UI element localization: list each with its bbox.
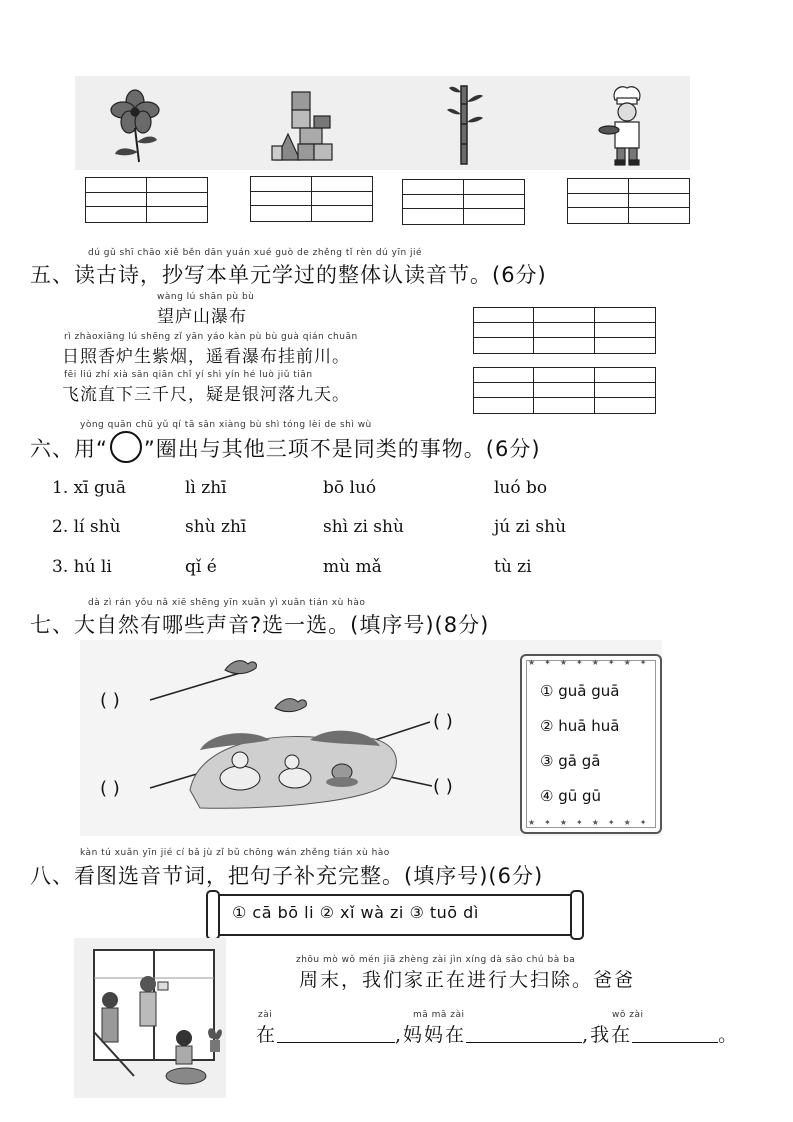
list-item[interactable]: shù zhī (185, 517, 247, 537)
list-item[interactable]: shì zi shù (323, 517, 404, 537)
blocks-icon (270, 84, 340, 164)
poem-title: 望庐山瀑布 (157, 307, 247, 327)
chef-icon (597, 84, 657, 168)
cleaning-family-picture (74, 938, 226, 1098)
scroll-end-icon (570, 890, 584, 940)
list-item[interactable]: qǐ é (185, 557, 217, 577)
list-item[interactable]: jú zi shù (494, 517, 567, 537)
sentence2-pinyin-1: zài (258, 1010, 273, 1020)
list-item[interactable]: mù mǎ (323, 557, 382, 577)
section8-pinyin: kàn tú xuǎn yīn jié cí bǎ jù zǐ bǔ chōng wán zhěng tián xù hào (80, 848, 390, 858)
section7-pinyin: dà zì rán yǒu nǎ xiē shēng yīn xuǎn yì xuǎn tián xù hào (88, 598, 366, 608)
list-item[interactable]: 2. lí shù (52, 517, 121, 537)
writing-grid[interactable] (473, 367, 656, 414)
sentence1-pinyin: zhōu mò wǒ mén jiā zhèng zài jìn xíng dà sǎo chú bà ba (296, 955, 576, 965)
poem-line2: 飞流直下三千尺，疑是银河落九天。 (62, 385, 350, 405)
list-item[interactable]: tù zi (494, 557, 532, 577)
section8-heading: 八、看图选音节词，把句子补充完整。(填序号)(6分) (30, 864, 544, 888)
answer-blank[interactable] (632, 1026, 718, 1043)
option-item: ③ gā gā (540, 752, 601, 770)
list-item[interactable]: lì zhī (185, 478, 227, 498)
scroll-end-icon (206, 890, 220, 940)
answer-blank[interactable]: ( ) (433, 776, 453, 797)
option-item: ② huā huā (540, 717, 620, 735)
sentence2-pinyin-3: wǒ zài (612, 1010, 644, 1020)
picture-strip (75, 76, 690, 170)
word-choices-scroll (212, 894, 578, 936)
section6-heading: 六、用“ ”圈出与其他三项不是同类的事物。(6分) (30, 431, 541, 463)
option-item: ① guā guā (540, 682, 620, 700)
writing-grid[interactable] (473, 307, 656, 354)
list-item[interactable]: 3. hú li (52, 557, 112, 577)
writing-grid[interactable] (250, 176, 373, 222)
section6-pinyin: yòng quān chū yǔ qí tā sān xiàng bù shì tóng lèi de shì wù (80, 420, 372, 430)
writing-grid[interactable] (402, 179, 525, 225)
section5-pinyin: dú gǔ shī chāo xiě běn dān yuán xué guò de zhěng tǐ rèn dú yīn jié (88, 248, 423, 258)
answer-blank[interactable]: ( ) (100, 690, 120, 711)
answer-blank[interactable] (277, 1026, 395, 1043)
poem-title-pinyin: wàng lú shān pù bù (157, 292, 255, 302)
star-border-icon: ★✦★✦★✦★✦ (528, 818, 656, 827)
flower-icon (105, 84, 165, 164)
list-item[interactable]: bō luó (323, 478, 377, 498)
writing-grid[interactable] (85, 177, 208, 223)
writing-grid[interactable] (567, 178, 690, 224)
poem-line1-pinyin: rì zhàoxiāng lú shēng zǐ yān yáo kàn pù bù guà qián chuān (64, 332, 358, 342)
list-item[interactable]: luó bo (494, 478, 548, 498)
section5-heading: 五、读古诗，抄写本单元学过的整体认读音节。(6分) (30, 263, 547, 287)
bamboo-icon (445, 84, 485, 166)
section7-heading: 七、大自然有哪些声音?选一选。(填序号)(8分) (30, 613, 490, 637)
answer-blank[interactable] (466, 1026, 582, 1043)
star-border-icon: ★✦★✦★✦★✦ (528, 658, 656, 667)
word-choices: ① cā bō li ② xǐ wà zi ③ tuō dì (232, 903, 479, 922)
list-item[interactable]: 1. xī guā (52, 478, 127, 498)
poem-line2-pinyin: fēi liú zhí xià sān qiān chǐ yí shì yín hé luò jiǔ tiān (64, 370, 313, 380)
option-item: ④ gū gū (540, 787, 602, 805)
answer-blank[interactable]: ( ) (100, 778, 120, 799)
answer-blank[interactable]: ( ) (433, 711, 453, 732)
circle-symbol (110, 431, 142, 463)
sentence1: 周末，我们家正在进行大扫除。爸爸 (299, 969, 636, 991)
sound-options-box (520, 654, 662, 834)
family-cleaning-icon (74, 938, 226, 1098)
sentence2: 在 ,妈妈在 ,我在 。 (256, 1024, 740, 1046)
sentence2-pinyin-2: mā mā zài (413, 1010, 465, 1020)
poem-line1: 日照香炉生紫烟，遥看瀑布挂前川。 (62, 347, 350, 367)
